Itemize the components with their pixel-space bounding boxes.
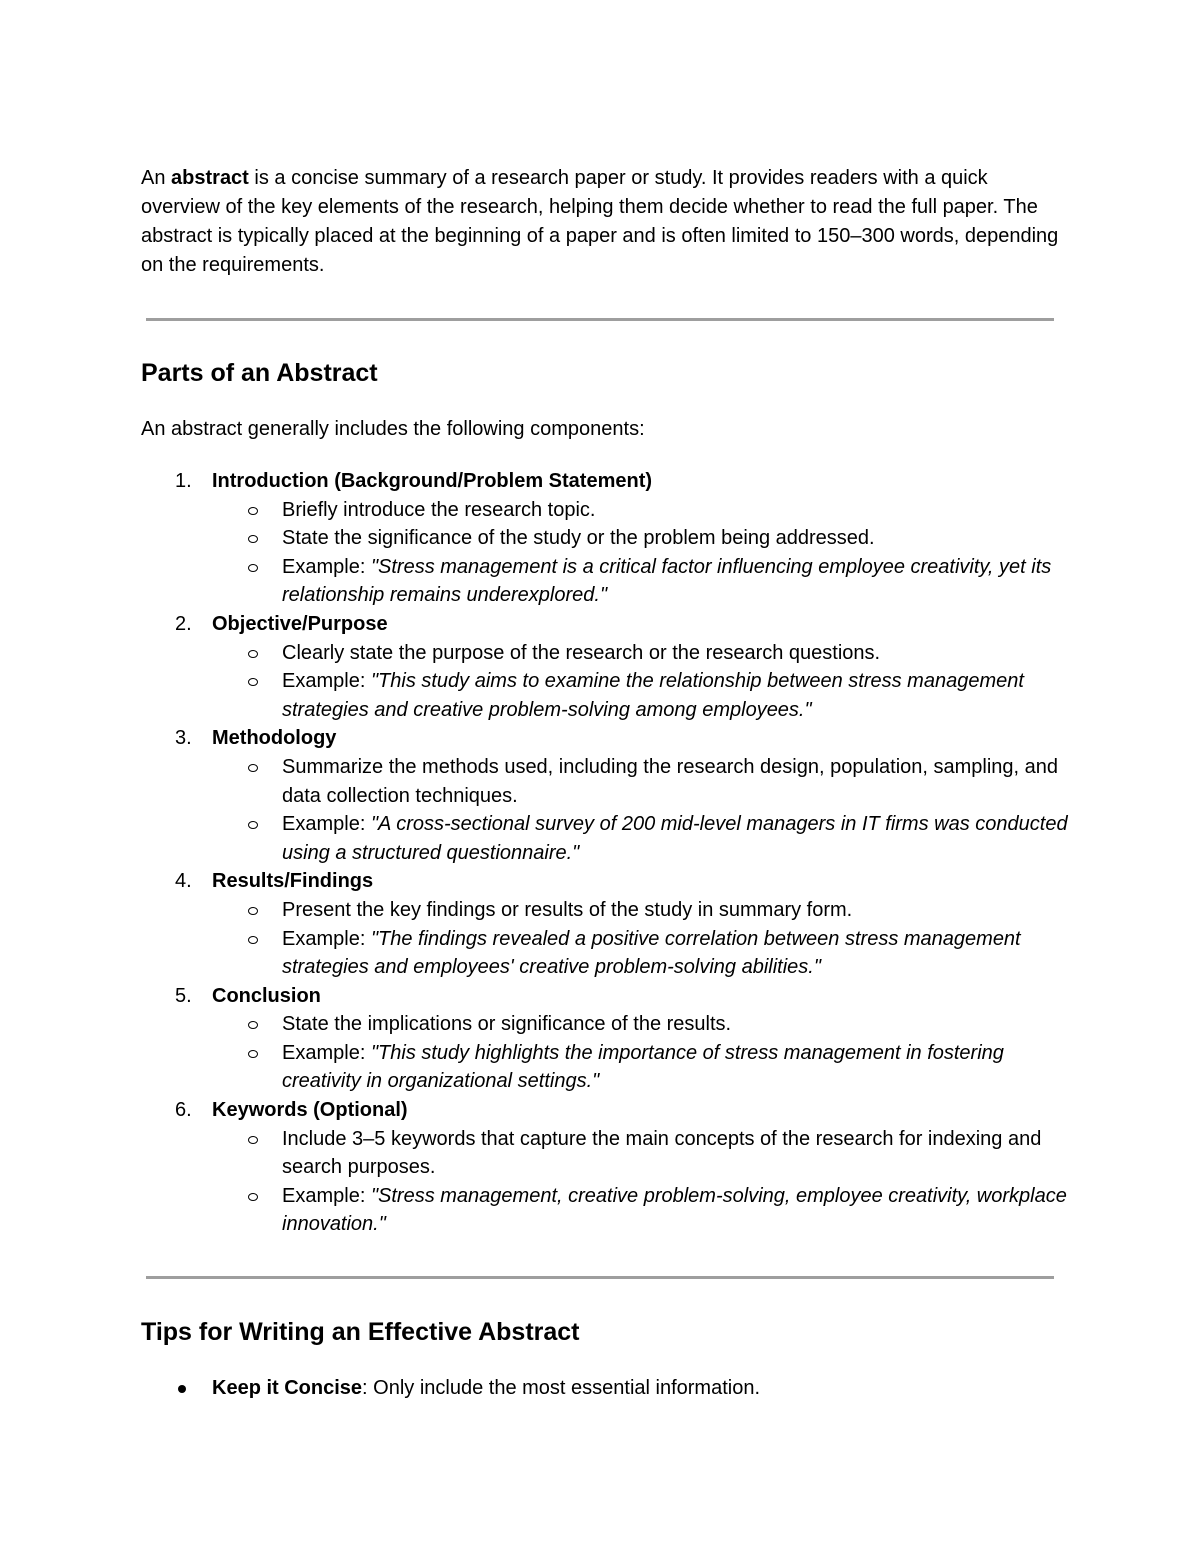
- hollow-bullet-icon: [248, 936, 258, 944]
- sub-list-item: [141, 896, 1071, 925]
- example-quote: "This study highlights the importance of stress management in fostering creativity in organizational settings.": [282, 1041, 1004, 1093]
- hollow-bullet-icon: [248, 1021, 258, 1029]
- sub-item-text: Summarize the methods used, including the research design, population, sampling, and data collection techniques.: [282, 755, 1059, 807]
- list-item-title: Results/Findings: [212, 870, 374, 893]
- sub-item-text: State the implications or significance of the results.: [282, 1013, 732, 1036]
- example-label: Example:: [282, 555, 371, 578]
- sub-list-item: [141, 639, 1071, 668]
- intro-prefix: An: [141, 167, 172, 189]
- example-quote: "Stress management, creative problem-solving, employee creativity, workplace innovation.": [282, 1184, 1067, 1236]
- intro-term: abstract: [171, 167, 249, 189]
- example-label: Example:: [282, 813, 371, 836]
- intro-rest: is a concise summary of a research paper or study. It provides readers with a quick overview of the key elements of the research, helping them decide whether to read the full paper. The abstract is typically placed at the beginning of a paper and is often limited to 150–300 words, depending on the requirements.: [141, 167, 1059, 276]
- example-label: Example:: [282, 1184, 371, 1207]
- list-item: [141, 982, 1071, 1096]
- horizontal-divider: [146, 1276, 1054, 1279]
- list-item-heading: [141, 467, 1071, 496]
- hollow-bullet-icon: [248, 507, 258, 515]
- list-item-title: Keywords (Optional): [212, 1099, 408, 1122]
- parts-lead: An abstract generally includes the following components:: [141, 418, 645, 440]
- list-item-number: 1.: [175, 470, 192, 492]
- hollow-bullet-icon: [248, 1136, 258, 1144]
- tip-term: Keep it Concise: [212, 1377, 363, 1399]
- list-item-number: 4.: [175, 870, 192, 893]
- list-item-heading: [141, 724, 1071, 753]
- sub-list-item: [141, 1182, 1071, 1239]
- sub-item-text: Present the key findings or results of the study in summary form.: [282, 898, 853, 921]
- sub-item-text: Include 3–5 keywords that capture the main concepts of the research for indexing and search purposes.: [282, 1127, 1042, 1179]
- intro-paragraph: [141, 164, 1071, 280]
- hollow-bullet-icon: [248, 678, 258, 686]
- sub-list-item: [141, 925, 1071, 982]
- list-item: [141, 467, 1071, 610]
- sub-list-item: [141, 667, 1071, 724]
- list-item: [141, 724, 1071, 867]
- sub-list-item: [141, 810, 1071, 867]
- tips-heading: Tips for Writing an Effective Abstract: [141, 1318, 580, 1346]
- list-item-number: 2.: [175, 612, 192, 635]
- list-item-title: Methodology: [212, 727, 337, 750]
- example-label: Example:: [282, 1041, 371, 1064]
- list-item-number: 6.: [175, 1099, 192, 1122]
- list-item-heading: [141, 610, 1071, 639]
- hollow-bullet-icon: [248, 764, 258, 772]
- hollow-bullet-icon: [248, 1193, 258, 1201]
- example-quote: "Stress management is a critical factor influencing employee creativity, yet its relationship remains underexplored.": [282, 555, 1052, 607]
- parts-list: [141, 467, 1071, 1239]
- sub-item-text: Briefly introduce the research topic.: [282, 498, 596, 521]
- sub-list-item: [141, 553, 1071, 610]
- list-item-heading: [141, 867, 1071, 896]
- list-item-title: Conclusion: [212, 984, 321, 1007]
- example-quote: "A cross-sectional survey of 200 mid-level managers in IT firms was conducted using a structured questionnaire.": [282, 813, 1068, 864]
- hollow-bullet-icon: [248, 564, 258, 572]
- tips-list: [141, 1374, 1071, 1403]
- example-label: Example:: [282, 670, 371, 693]
- example-label: Example:: [282, 927, 371, 950]
- hollow-bullet-icon: [248, 1050, 258, 1058]
- list-item-heading: [141, 982, 1071, 1011]
- sub-list-item: [141, 524, 1071, 553]
- hollow-bullet-icon: [248, 907, 258, 915]
- list-item-title: Objective/Purpose: [212, 612, 388, 635]
- sub-list-item: [141, 753, 1071, 810]
- example-quote: "This study aims to examine the relationship between stress management strategies and creative problem-solving among employees.": [282, 670, 1024, 721]
- sub-item-text: Clearly state the purpose of the research or the research questions.: [282, 641, 881, 664]
- filled-bullet-icon: [178, 1385, 186, 1393]
- hollow-bullet-icon: [248, 535, 258, 543]
- sub-list-item: [141, 1125, 1071, 1182]
- list-item: [141, 867, 1071, 981]
- tip-text: : Only include the most essential information.: [362, 1377, 761, 1399]
- hollow-bullet-icon: [248, 821, 258, 829]
- sub-list-item: [141, 1039, 1071, 1096]
- tip-item: [141, 1374, 1071, 1403]
- sub-list-item: [141, 496, 1071, 525]
- list-item-number: 3.: [175, 727, 192, 750]
- sub-list-item: [141, 1010, 1071, 1039]
- hollow-bullet-icon: [248, 650, 258, 658]
- list-item: [141, 1096, 1071, 1239]
- sub-item-text: State the significance of the study or the problem being addressed.: [282, 527, 875, 550]
- horizontal-divider: [146, 318, 1054, 321]
- parts-heading: Parts of an Abstract: [141, 359, 378, 387]
- list-item: [141, 610, 1071, 724]
- example-quote: "The findings revealed a positive correlation between stress management strategies and employees' creative problem-solving abilities.": [282, 927, 1021, 979]
- list-item-heading: [141, 1096, 1071, 1125]
- list-item-title: Introduction (Background/Problem Statement): [212, 470, 653, 492]
- list-item-number: 5.: [175, 984, 192, 1007]
